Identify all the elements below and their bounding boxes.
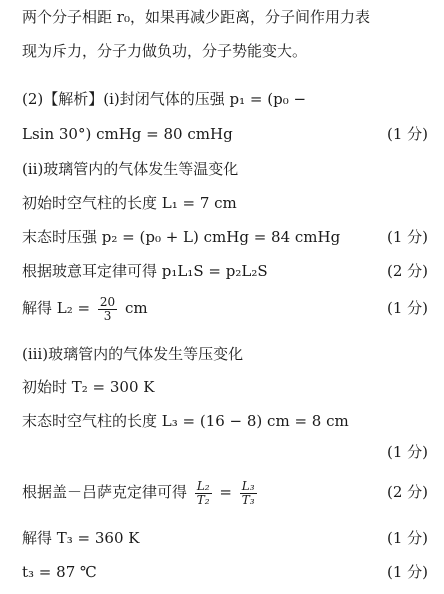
- text-line-15: t₃ = 87 ℃: [22, 563, 97, 581]
- text-line-14: 解得 T₃ = 360 K: [22, 529, 140, 547]
- fraction-right-denominator: T₃: [241, 492, 255, 507]
- text-line-8: 根据玻意耳定律可得 p₁L₁S = p₂L₂S: [22, 262, 268, 280]
- text-line-2: 现为斥力，分子力做负功，分子势能变大。: [22, 42, 308, 60]
- score-2: (1 分): [386, 228, 428, 246]
- gay-lussac-label: 根据盖－吕萨克定律可得: [22, 483, 188, 501]
- fraction-right-numerator: L₃: [240, 480, 257, 494]
- text-line-11: 初始时 T₂ = 300 K: [22, 378, 155, 396]
- score-4: (1 分): [386, 299, 428, 317]
- score-7: (1 分): [386, 529, 428, 547]
- fraction-l2-t2: [195, 480, 212, 507]
- fraction-left-numerator: L₂: [195, 480, 212, 494]
- text-line-13: [22, 474, 430, 510]
- score-3: (2 分): [386, 262, 428, 280]
- text-line-10: (ⅲ)玻璃管内的气体发生等压变化: [22, 345, 244, 363]
- text-line-12: 末态时空气柱的长度 L₃ = (16 − 8) cm = 8 cm: [22, 412, 349, 430]
- score-1: (1 分): [386, 125, 428, 143]
- text-line-5: (ⅱ)玻璃管内的气体发生等温变化: [22, 160, 239, 178]
- fraction-l3-t3: [240, 480, 257, 507]
- score-5: (1 分): [386, 443, 428, 461]
- score-8: (1 分): [386, 563, 428, 581]
- text-line-6: 初始时空气柱的长度 L₁ = 7 cm: [22, 194, 237, 212]
- text-line-1: 两个分子相距 r₀，如果再减少距离，分子间作用力表: [22, 8, 370, 26]
- text-line-4: [22, 123, 430, 145]
- unit-cm: cm: [124, 299, 148, 317]
- fraction-l2-denominator: 3: [103, 308, 112, 323]
- pressure-result: Lsin 30°) cmHg = 80 cmHg: [22, 125, 233, 143]
- fraction-left-denominator: T₂: [196, 492, 210, 507]
- equals-sign: =: [219, 483, 232, 501]
- fraction-l2-numerator: 20: [99, 294, 116, 309]
- analysis-heading: (2)【解析】(ⅰ)封闭气体的压强 p₁ = (p₀ −: [22, 90, 307, 108]
- text-line-7: 末态时压强 p₂ = (p₀ + L) cmHg = 84 cmHg: [22, 228, 341, 246]
- score-6: (2 分): [386, 483, 428, 501]
- text-line-9: [22, 290, 430, 326]
- fraction-l2: [98, 296, 117, 323]
- solve-l2-label: 解得 L₂ =: [22, 299, 91, 317]
- text-line-3: [22, 88, 430, 110]
